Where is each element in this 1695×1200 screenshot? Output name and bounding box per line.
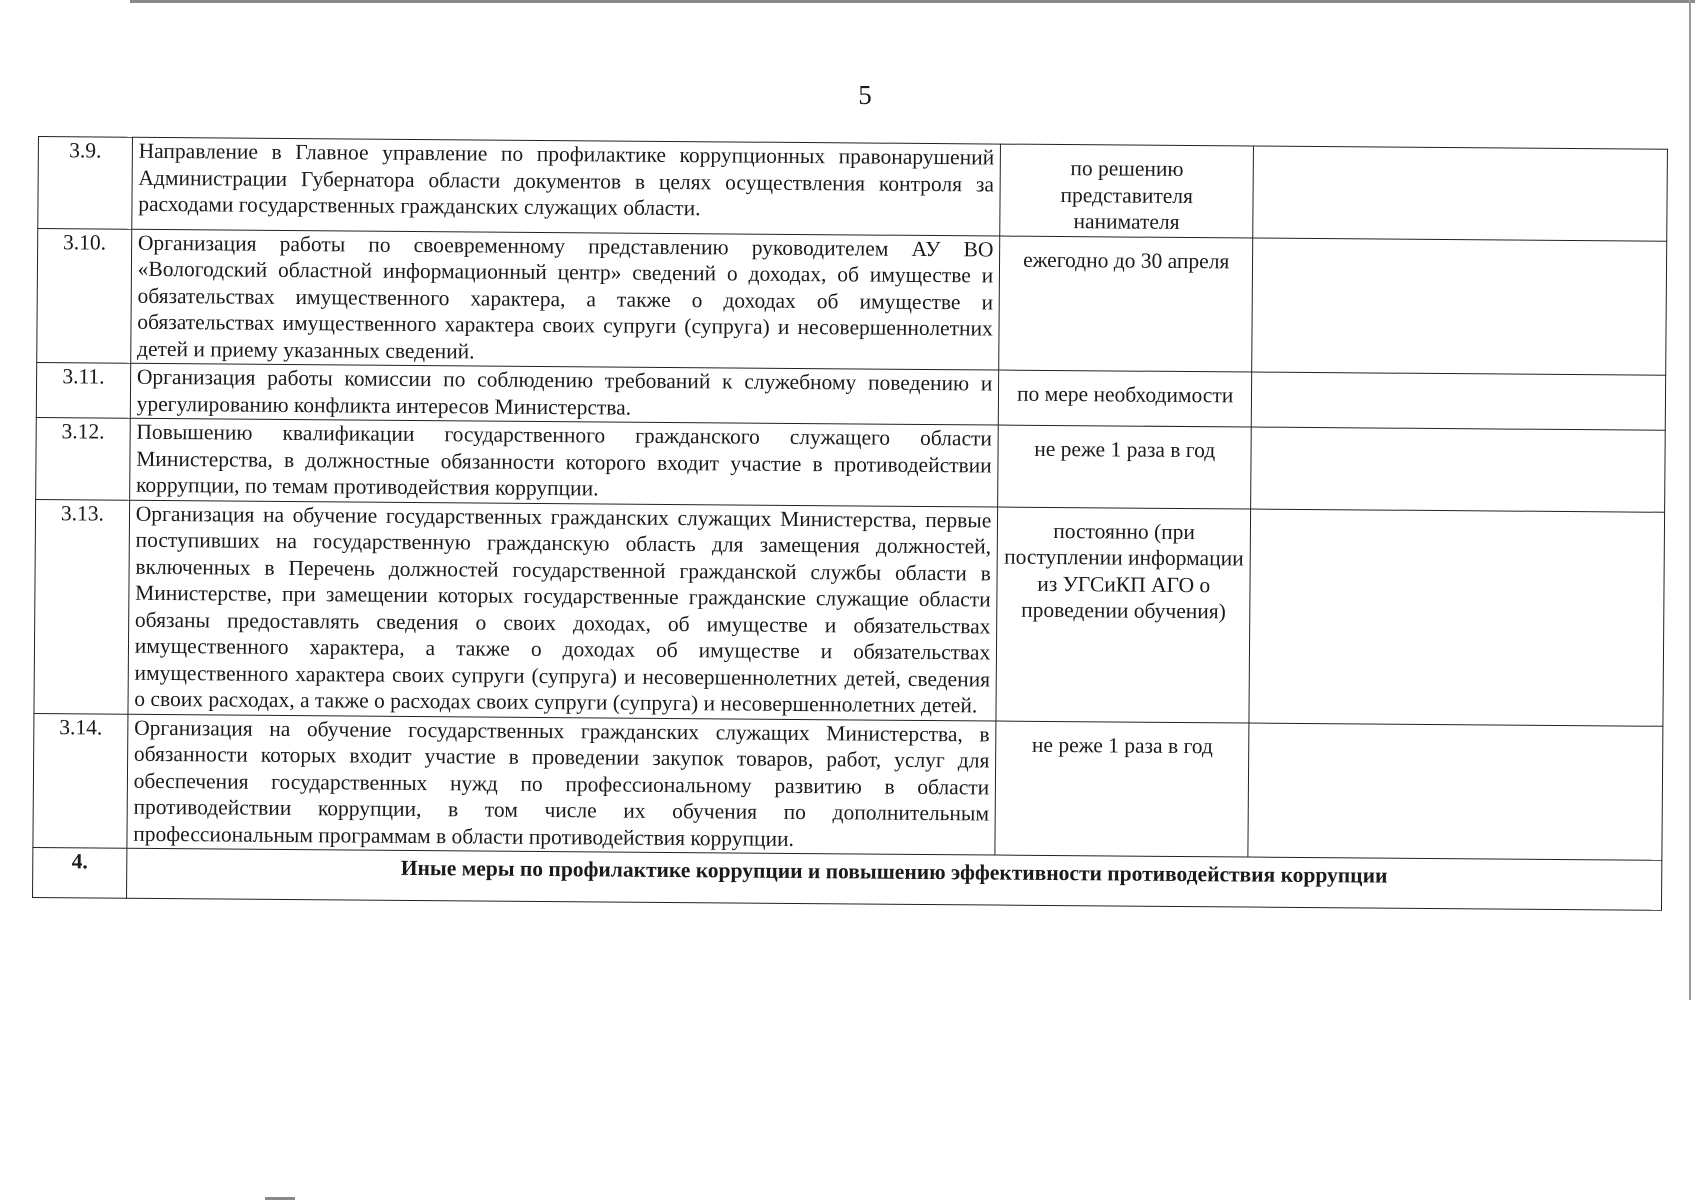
row-responsible (1251, 427, 1666, 512)
page-number: 5 (858, 80, 872, 110)
table-row (38, 137, 1668, 241)
row-term: по решению представителя нанимателя (1000, 144, 1254, 237)
row-description: Организация работы по своевременному представлению руководителем АУ ВО «Вологодский областной информационный центр» сведений о доходах, об имуществе и обязательствах имущественного характера, а также о доходах об имуществе и обязательствах имущественного характера своих супруги (супруга) и несовершеннолетних детей и приему указанных сведений. (130, 229, 1000, 370)
row-description: Организация на обучение государственных гражданских служащих Министерства, первые поступивших на государственную гражданскую область для замещения должностей, включенных в Перечень должностей государственной гражданской службы области в Министерстве, при замещении которых государственные гражданские служащие области обязаны предоставлять сведения о своих доходах, об имуществе и обязательствах имущественного характера, а также о доходах об имуществе и обязательствах имущественного характера своих супруги (супруга) и несовершеннолетних детей, сведения о своих расходах, а также о расходах своих супруги (супруга) и несовершеннолетних детей. (128, 500, 998, 721)
section-title: Иные меры по профилактике коррупции и повышению эффективности противодействия коррупции (126, 848, 1662, 910)
row-description: Повышению квалификации государственного гражданского служащего области Министерства, в должностные обязанности которого входит участие в противодействии коррупции, по темам противодействия коррупции. (129, 418, 998, 506)
row-number: 3.10. (37, 228, 132, 363)
row-description: Направление в Главное управление по профилактике коррупционных правонарушений Администрации Губернатора области документов в целях осуществления контроля за расходами государственных гражданских служащих области. (132, 137, 1001, 235)
row-description: Организация работы комиссии по соблюдению требований к служебному поведению и урегулированию конфликта интересов Министерства. (130, 363, 999, 425)
section-number: 4. (33, 847, 127, 898)
row-term: не реже 1 раза в год (998, 425, 1251, 508)
row-term: не реже 1 раза в год (995, 721, 1249, 857)
row-number: 3.13. (34, 499, 129, 714)
row-responsible (1251, 372, 1665, 430)
row-term: постоянно (при поступлении информации из УГСиКП АГО о проведении обучения) (996, 507, 1250, 723)
row-number: 3.14. (33, 713, 128, 848)
row-term: по мере необходимости (999, 370, 1252, 427)
measures-table (32, 136, 1668, 911)
scan-right-edge (1689, 0, 1691, 1000)
scan-speck (130, 18, 200, 30)
row-number: 3.9. (38, 137, 132, 229)
row-responsible (1248, 723, 1663, 861)
row-number: 3.11. (36, 362, 130, 418)
table-row (37, 228, 1667, 375)
row-responsible (1252, 238, 1667, 376)
scan-top-edge (130, 0, 1695, 3)
row-responsible (1249, 509, 1665, 726)
row-description: Организация на обучение государственных гражданских служащих Министерства, в обязанности которых входит участие в проведении закупок товаров, работ, услуг для обеспечения государственных нужд по профессиональному развитию в области противодействии коррупции, в том числе их обучения по дополнительным профессиональным программам в области противодействия коррупции. (127, 714, 997, 855)
table-row (34, 499, 1665, 726)
table-row (33, 713, 1663, 860)
row-number: 3.12. (36, 417, 130, 499)
table-row (36, 417, 1666, 511)
row-responsible (1253, 146, 1668, 241)
row-term: ежегодно до 30 апреля (999, 236, 1253, 372)
